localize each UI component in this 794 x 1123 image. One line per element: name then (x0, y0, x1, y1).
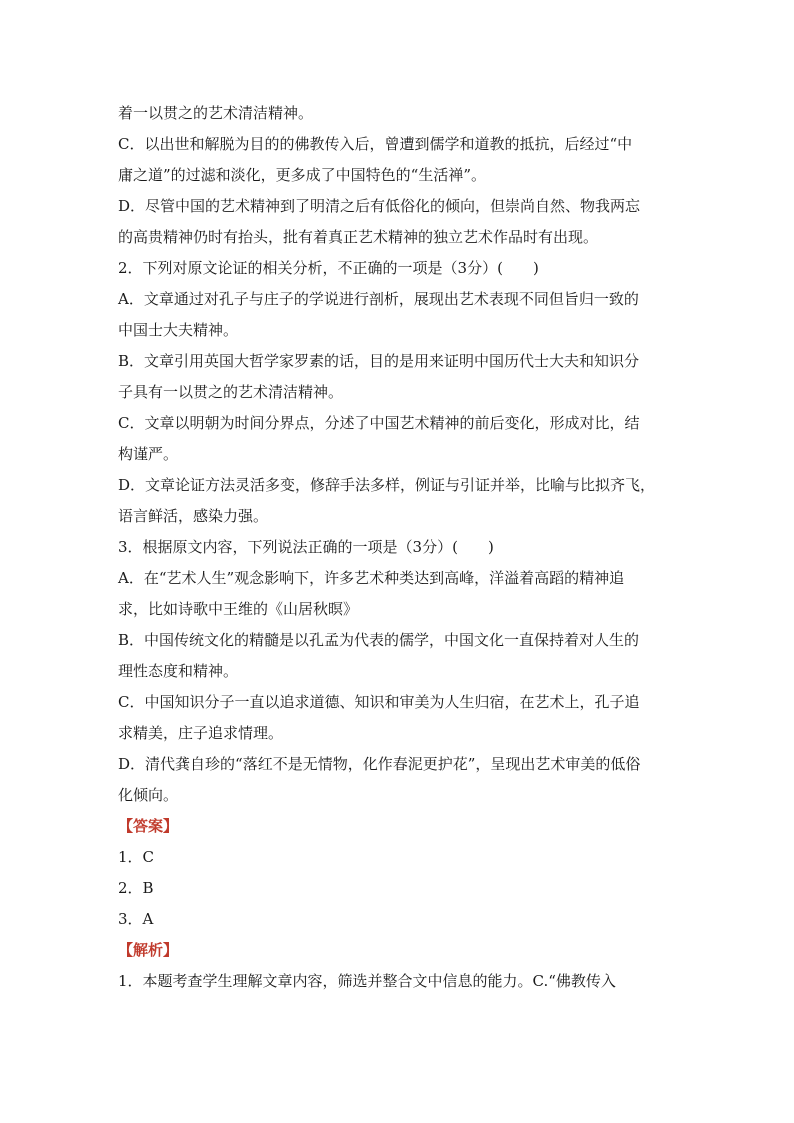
question-3-stem: 3．根据原文内容，下列说法正确的一项是（3分）( ) (118, 538, 494, 556)
text-line: A．在“艺术人生”观念影响下，许多艺术种类达到高峰，洋溢着高蹈的精神追 (118, 569, 625, 587)
text-line: 庸之道”的过滤和淡化，更多成了中国特色的“生活禅”。 (118, 166, 487, 184)
text-line: D．文章论证方法灵活多变，修辞手法多样，例证与引证并举，比喻与比拟齐飞， (118, 476, 656, 494)
text-line: 中国士大夫精神。 (118, 321, 239, 339)
text-line: D．尽管中国的艺术精神到了明清之后有低俗化的倾向，但崇尚自然、物我两忘 (118, 197, 641, 215)
answer-item: 3．A (118, 910, 154, 928)
text-line: 的高贵精神仍时有抬头，批有着真正艺术精神的独立艺术作品时有出现。 (118, 228, 599, 246)
answer-item: 1．C (118, 848, 155, 866)
answer-item: 2．B (118, 879, 154, 897)
analysis-line: 1．本题考查学生理解文章内容，筛选并整合文中信息的能力。C.“佛教传入 (118, 972, 616, 990)
text-line: 求精美，庄子追求情理。 (118, 724, 284, 742)
document-content (118, 98, 678, 997)
text-line: C．中国知识分子一直以追求道德、知识和审美为人生归宿，在艺术上，孔子追 (118, 693, 640, 711)
text-line: 子具有一以贯之的艺术清洁精神。 (118, 383, 344, 401)
question-2-stem: 2．下列对原文论证的相关分析，不正确的一项是（3分）( ) (118, 259, 539, 277)
text-line: A．文章通过对孔子与庄子的学说进行剖析，展现出艺术表现不同但旨归一致的 (118, 290, 639, 308)
text-line: D．清代龚自珍的“落红不是无情物，化作春泥更护花”，呈现出艺术审美的低俗 (118, 755, 641, 773)
text-line: B．中国传统文化的精髓是以孔孟为代表的儒学，中国文化一直保持着对人生的 (118, 631, 640, 649)
text-line: 着一以贯之的艺术清洁精神。 (118, 104, 314, 122)
text-line: 理性态度和精神。 (118, 662, 239, 680)
text-line: 求，比如诗歌中王维的《山居秋暝》 (118, 600, 359, 618)
text-line: 构谨严。 (118, 445, 179, 463)
text-line: B．文章引用英国大哲学家罗素的话，目的是用来证明中国历代士大夫和知识分 (118, 352, 640, 370)
analysis-heading: 【解析】 (118, 941, 179, 959)
answer-heading: 【答案】 (118, 817, 179, 835)
text-line: C．以出世和解脱为目的的佛教传入后，曾遭到儒学和道教的抵抗，后经过“中 (118, 135, 633, 153)
text-line: 语言鲜活，感染力强。 (118, 507, 269, 525)
text-line: 化倾向。 (118, 786, 179, 804)
text-line: C．文章以明朝为时间分界点，分述了中国艺术精神的前后变化，形成对比，结 (118, 414, 640, 432)
